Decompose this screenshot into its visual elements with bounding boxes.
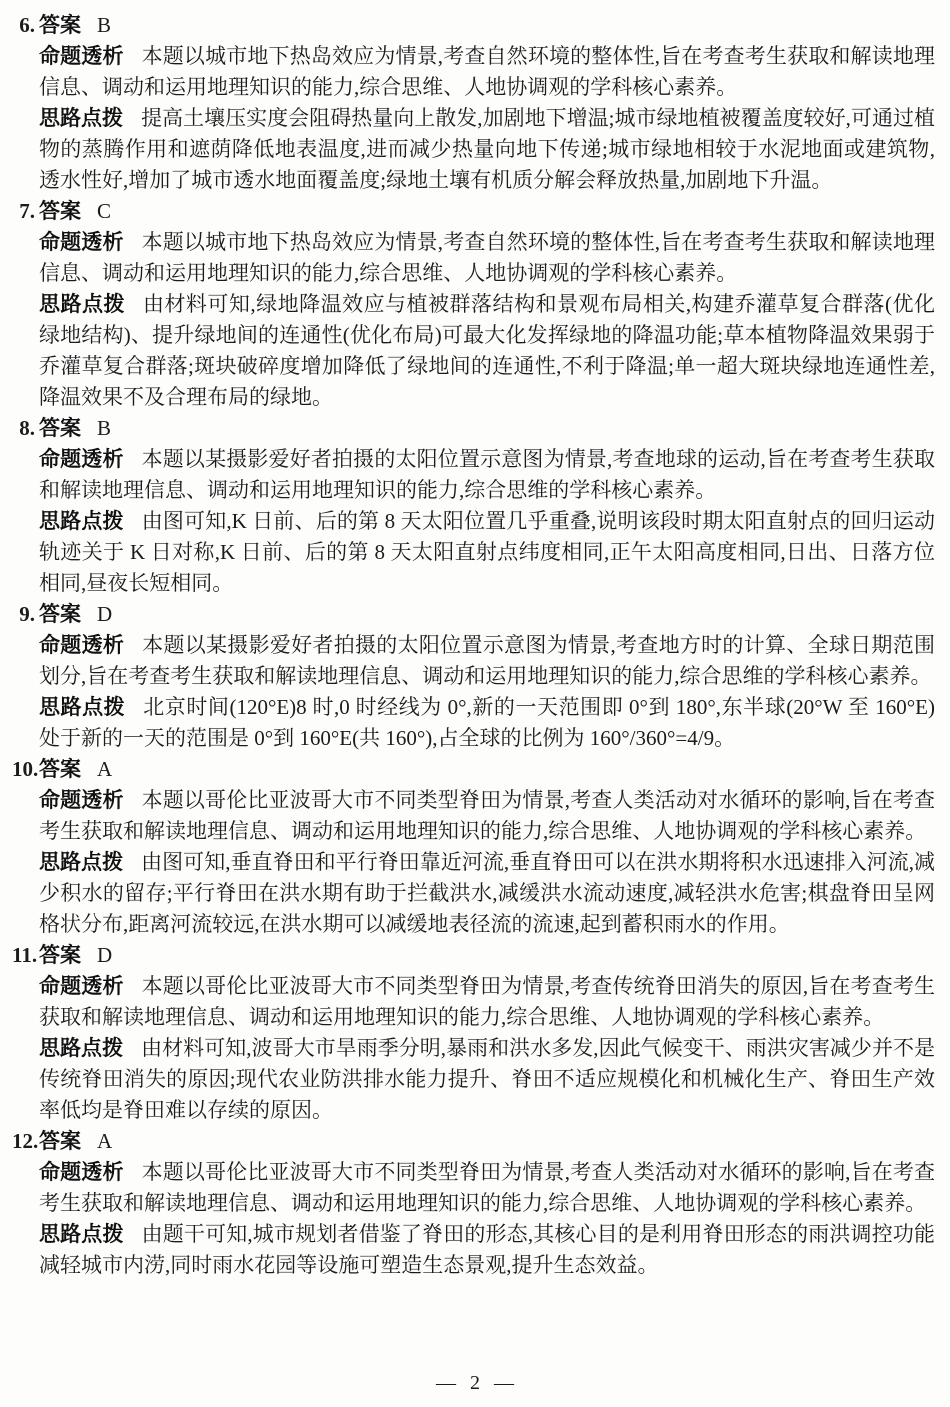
hint-paragraph: [39, 289, 935, 413]
question-number: 8.: [19, 416, 35, 440]
answer-label: 答案: [39, 603, 81, 626]
analysis-label: 命题透析: [39, 45, 124, 68]
answer-letter: A: [97, 1129, 113, 1153]
question-number: 10.: [12, 757, 39, 781]
hint-label: 思路点拨: [39, 293, 125, 316]
hint-text: 由图可知,垂直脊田和平行脊田靠近河流,垂直脊田可以在洪水期将积水迅速排入河流,减少积水的留存;平行脊田在洪水期有助于拦截洪水,减缓洪水流动速度,减轻洪水危害;棋盘脊田呈网格状分布,距离河流较远,在洪水期可以减缓地表径流的流速,起到蓄积雨水的作用。: [39, 850, 936, 936]
hint-label: 思路点拨: [39, 107, 124, 130]
answer-line: [12, 599, 935, 630]
analysis-label: 命题透析: [39, 975, 124, 998]
analysis-paragraph: [39, 630, 935, 692]
hint-text: 由材料可知,波哥大市旱雨季分明,暴雨和洪水多发,因此气候变干、雨洪灾害减少并不是传统脊田消失的原因;现代农业防洪排水能力提升、脊田不适应规模化和机械化生产、脊田生产效率低均是脊田难以存续的原因。: [39, 1036, 936, 1122]
answer-item-12: [12, 1126, 935, 1281]
analysis-text: 本题以城市地下热岛效应为情景,考查自然环境的整体性,旨在考查考生获取和解读地理信息、调动和运用地理知识的能力,综合思维、人地协调观的学科核心素养。: [39, 44, 936, 99]
hint-paragraph: [39, 1219, 935, 1281]
question-number: 9.: [19, 602, 35, 626]
question-number: 6.: [19, 13, 35, 37]
analysis-label: 命题透析: [39, 231, 124, 254]
answer-label: 答案: [39, 417, 81, 440]
answer-letter: D: [97, 602, 113, 626]
answer-line: [12, 940, 935, 971]
page-number: 2: [470, 1372, 480, 1394]
answer-letter: B: [97, 13, 112, 37]
analysis-text: 本题以城市地下热岛效应为情景,考查自然环境的整体性,旨在考查考生获取和解读地理信息、调动和运用地理知识的能力,综合思维、人地协调观的学科核心素养。: [39, 230, 936, 285]
answer-item-9: [12, 599, 935, 754]
analysis-label: 命题透析: [39, 448, 124, 471]
hint-label: 思路点拨: [39, 1223, 124, 1246]
hint-paragraph: [39, 1033, 935, 1126]
hint-text: 北京时间(120°E)8 时,0 时经线为 0°,新的一天范围即 0°到 180°,东半球(20°W 至 160°E)处于新的一天的范围是 0°到 160°E(共 160°),占全球的比例为 160°/360°=4/9。: [39, 695, 935, 750]
analysis-paragraph: [39, 41, 935, 103]
hint-text: 由材料可知,绿地降温效应与植被群落结构和景观布局相关,构建乔灌草复合群落(优化绿地结构)、提升绿地间的连通性(优化布局)可最大化发挥绿地的降温功能;草本植物降温效果弱于乔灌草复合群落;斑块破碎度增加降低了绿地间的连通性,不利于降温;单一超大斑块绿地连通性差,降温效果不及合理布局的绿地。: [39, 292, 935, 409]
answer-letter: D: [97, 943, 113, 967]
answer-label: 答案: [39, 14, 81, 37]
answer-letter: C: [97, 199, 112, 223]
hint-paragraph: [39, 103, 935, 196]
answer-item-11: [12, 940, 935, 1126]
answer-line: [12, 1126, 935, 1157]
analysis-paragraph: [39, 227, 935, 289]
analysis-text: 本题以某摄影爱好者拍摄的太阳位置示意图为情景,考查地球的运动,旨在考查考生获取和解读地理信息、调动和运用地理知识的能力,综合思维的学科核心素养。: [39, 447, 936, 502]
analysis-label: 命题透析: [39, 789, 124, 812]
answer-line: [12, 413, 935, 444]
hint-paragraph: [39, 692, 935, 754]
analysis-text: 本题以哥伦比亚波哥大市不同类型脊田为情景,考查人类活动对水循环的影响,旨在考查考生获取和解读地理信息、调动和运用地理知识的能力,综合思维、人地协调观的学科核心素养。: [39, 1160, 936, 1215]
analysis-label: 命题透析: [39, 634, 125, 657]
hint-label: 思路点拨: [39, 1037, 124, 1060]
hint-paragraph: [39, 847, 935, 940]
answer-item-10: [12, 754, 935, 940]
analysis-paragraph: [39, 785, 935, 847]
answer-line: [12, 10, 935, 41]
analysis-text: 本题以哥伦比亚波哥大市不同类型脊田为情景,考查传统脊田消失的原因,旨在考查考生获取和解读地理信息、调动和运用地理知识的能力,综合思维、人地协调观的学科核心素养。: [39, 974, 936, 1029]
answer-letter: B: [97, 416, 112, 440]
answer-line: [12, 754, 935, 785]
answer-label: 答案: [39, 1130, 81, 1153]
hint-text: 由题干可知,城市规划者借鉴了脊田的形态,其核心目的是利用脊田形态的雨洪调控功能减轻城市内涝,同时雨水花园等设施可塑造生态景观,提升生态效益。: [39, 1222, 936, 1277]
answer-label: 答案: [39, 200, 81, 223]
question-number: 12.: [12, 1129, 39, 1153]
answer-item-7: [12, 196, 935, 413]
hint-label: 思路点拨: [39, 696, 126, 719]
question-number: 7.: [19, 199, 35, 223]
analysis-paragraph: [39, 1157, 935, 1219]
analysis-text: 本题以某摄影爱好者拍摄的太阳位置示意图为情景,考查地方时的计算、全球日期范围划分,旨在考查考生获取和解读地理信息、调动和运用地理知识的能力,综合思维的学科核心素养。: [39, 633, 936, 688]
analysis-paragraph: [39, 971, 935, 1033]
answer-line: [12, 196, 935, 227]
answer-letter: A: [97, 757, 113, 781]
answer-label: 答案: [39, 758, 81, 781]
hint-paragraph: [39, 506, 935, 599]
footer-dash-right: —: [494, 1372, 514, 1394]
hint-text: 由图可知,K 日前、后的第 8 天太阳位置几乎重叠,说明该段时期太阳直射点的回归运动轨迹关于 K 日对称,K 日前、后的第 8 天太阳直射点纬度相同,正午太阳高度相同,日出、日落方位相同,昼夜长短相同。: [39, 509, 936, 595]
footer-dash-left: —: [436, 1372, 456, 1394]
analysis-paragraph: [39, 444, 935, 506]
answer-label: 答案: [39, 944, 81, 967]
question-number: 11.: [12, 943, 38, 967]
answer-item-6: [12, 10, 935, 196]
hint-text: 提高土壤压实度会阻碍热量向上散发,加剧地下增温;城市绿地植被覆盖度较好,可通过植物的蒸腾作用和遮荫降低地表温度,进而减少热量向地下传递;城市绿地相较于水泥地面或建筑物,透水性好,增加了城市透水地面覆盖度;绿地土壤有机质分解会释放热量,加剧地下升温。: [39, 106, 935, 192]
hint-label: 思路点拨: [39, 851, 124, 874]
hint-label: 思路点拨: [39, 510, 124, 533]
page-footer: [0, 1372, 950, 1395]
analysis-text: 本题以哥伦比亚波哥大市不同类型脊田为情景,考查人类活动对水循环的影响,旨在考查考生获取和解读地理信息、调动和运用地理知识的能力,综合思维、人地协调观的学科核心素养。: [39, 788, 936, 843]
answer-item-8: [12, 413, 935, 599]
analysis-label: 命题透析: [39, 1161, 124, 1184]
